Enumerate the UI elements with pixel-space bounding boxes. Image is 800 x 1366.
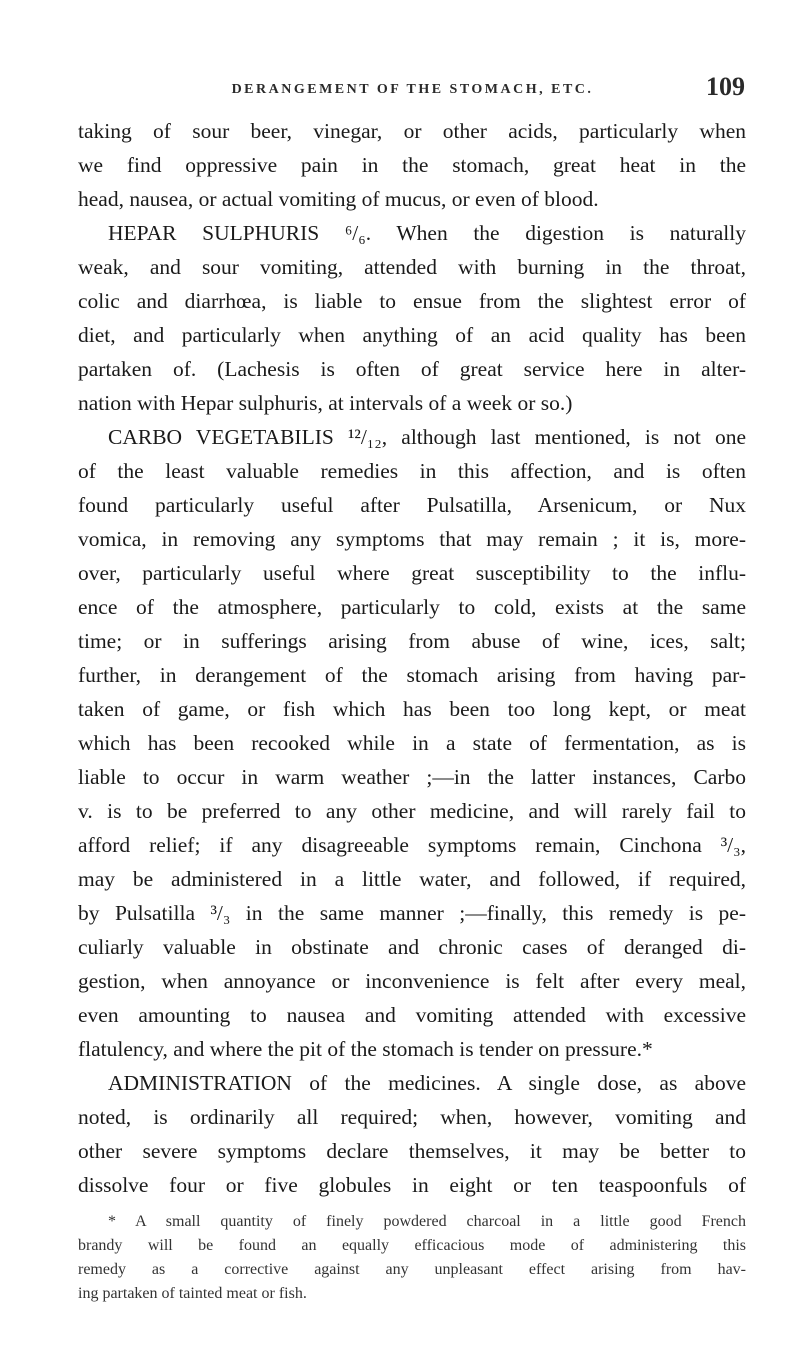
- text-line: weak, and sour vomiting, attended with burning in the throat,: [78, 255, 746, 279]
- text-line: gestion, when annoyance or inconvenience is felt after every meal,: [78, 969, 746, 993]
- text-line: head, nausea, or actual vomiting of mucus, or even of blood.: [78, 187, 599, 211]
- text-line: noted, is ordinarily all required; when, however, vomiting and: [78, 1105, 746, 1129]
- text-line: ence of the atmosphere, particularly to cold, exists at the same: [78, 595, 746, 619]
- text-line: other severe symptoms declare themselves, it may be better to: [78, 1139, 746, 1163]
- text-line: nation with Hepar sulphuris, at intervals of a week or so.): [78, 391, 573, 415]
- text-line: colic and diarrhœa, is liable to ensue from the slightest error of: [78, 289, 746, 313]
- page-header: [80, 66, 745, 112]
- text-line: taking of sour beer, vinegar, or other acids, particularly when: [78, 119, 746, 143]
- paragraph-hepar-sulphuris: HEPAR SULPHURIS ⁶/₆. When the digestion is naturally: [108, 221, 746, 245]
- page-number: 109: [706, 72, 745, 101]
- text-line: may be administered in a little water, and followed, if required,: [78, 867, 746, 891]
- text-line: liable to occur in warm weather ;—in the latter instances, Carbo: [78, 765, 746, 789]
- text-line: we find oppressive pain in the stomach, great heat in the: [78, 153, 746, 177]
- text-line: which has been recooked while in a state of fermentation, as is: [78, 731, 746, 755]
- text-line: dissolve four or five globules in eight or ten teaspoonfuls of: [78, 1173, 746, 1197]
- paragraph-carbo-vegetabilis: CARBO VEGETABILIS ¹²/₁₂, although last mentioned, is not one: [108, 425, 746, 449]
- text-line: culiarly valuable in obstinate and chronic cases of deranged di-: [78, 935, 746, 959]
- text-line: by Pulsatilla ³/₃ in the same manner ;—finally, this remedy is pe-: [78, 901, 746, 925]
- text-line: afford relief; if any disagreeable symptoms remain, Cinchona ³/₃,: [78, 833, 746, 857]
- text-line: over, particularly useful where great susceptibility to the influ-: [78, 561, 746, 585]
- text-line: further, in derangement of the stomach arising from having par-: [78, 663, 746, 687]
- footnote: [78, 1210, 746, 1306]
- text-line: partaken of. (Lachesis is often of great service here in alter-: [78, 357, 746, 381]
- footnote-line: ing partaken of tainted meat or fish.: [78, 1285, 307, 1302]
- text-line: found particularly useful after Pulsatilla, Arsenicum, or Nux: [78, 493, 746, 517]
- footnote-line: brandy will be found an equally efficacious mode of administering this: [78, 1237, 746, 1254]
- text-line: even amounting to nausea and vomiting attended with excessive: [78, 1003, 746, 1027]
- text-line: v. is to be preferred to any other medicine, and will rarely fail to: [78, 799, 746, 823]
- text-line: taken of game, or fish which has been too long kept, or meat: [78, 697, 746, 721]
- text-line: of the least valuable remedies in this affection, and is often: [78, 459, 746, 483]
- body-text: [78, 114, 746, 1202]
- running-title: DERANGEMENT OF THE STOMACH, ETC.: [231, 82, 594, 97]
- footnote-line: * A small quantity of finely powdered charcoal in a little good French: [108, 1213, 746, 1230]
- text-line: flatulency, and where the pit of the stomach is tender on pressure.*: [78, 1037, 653, 1061]
- paragraph-administration: ADMINISTRATION of the medicines. A single dose, as above: [108, 1071, 746, 1095]
- text-line: vomica, in removing any symptoms that may remain ; it is, more-: [78, 527, 746, 551]
- text-line: time; or in sufferings arising from abuse of wine, ices, salt;: [78, 629, 746, 653]
- footnote-line: remedy as a corrective against any unpleasant effect arising from hav-: [78, 1261, 746, 1278]
- text-line: diet, and particularly when anything of an acid quality has been: [78, 323, 746, 347]
